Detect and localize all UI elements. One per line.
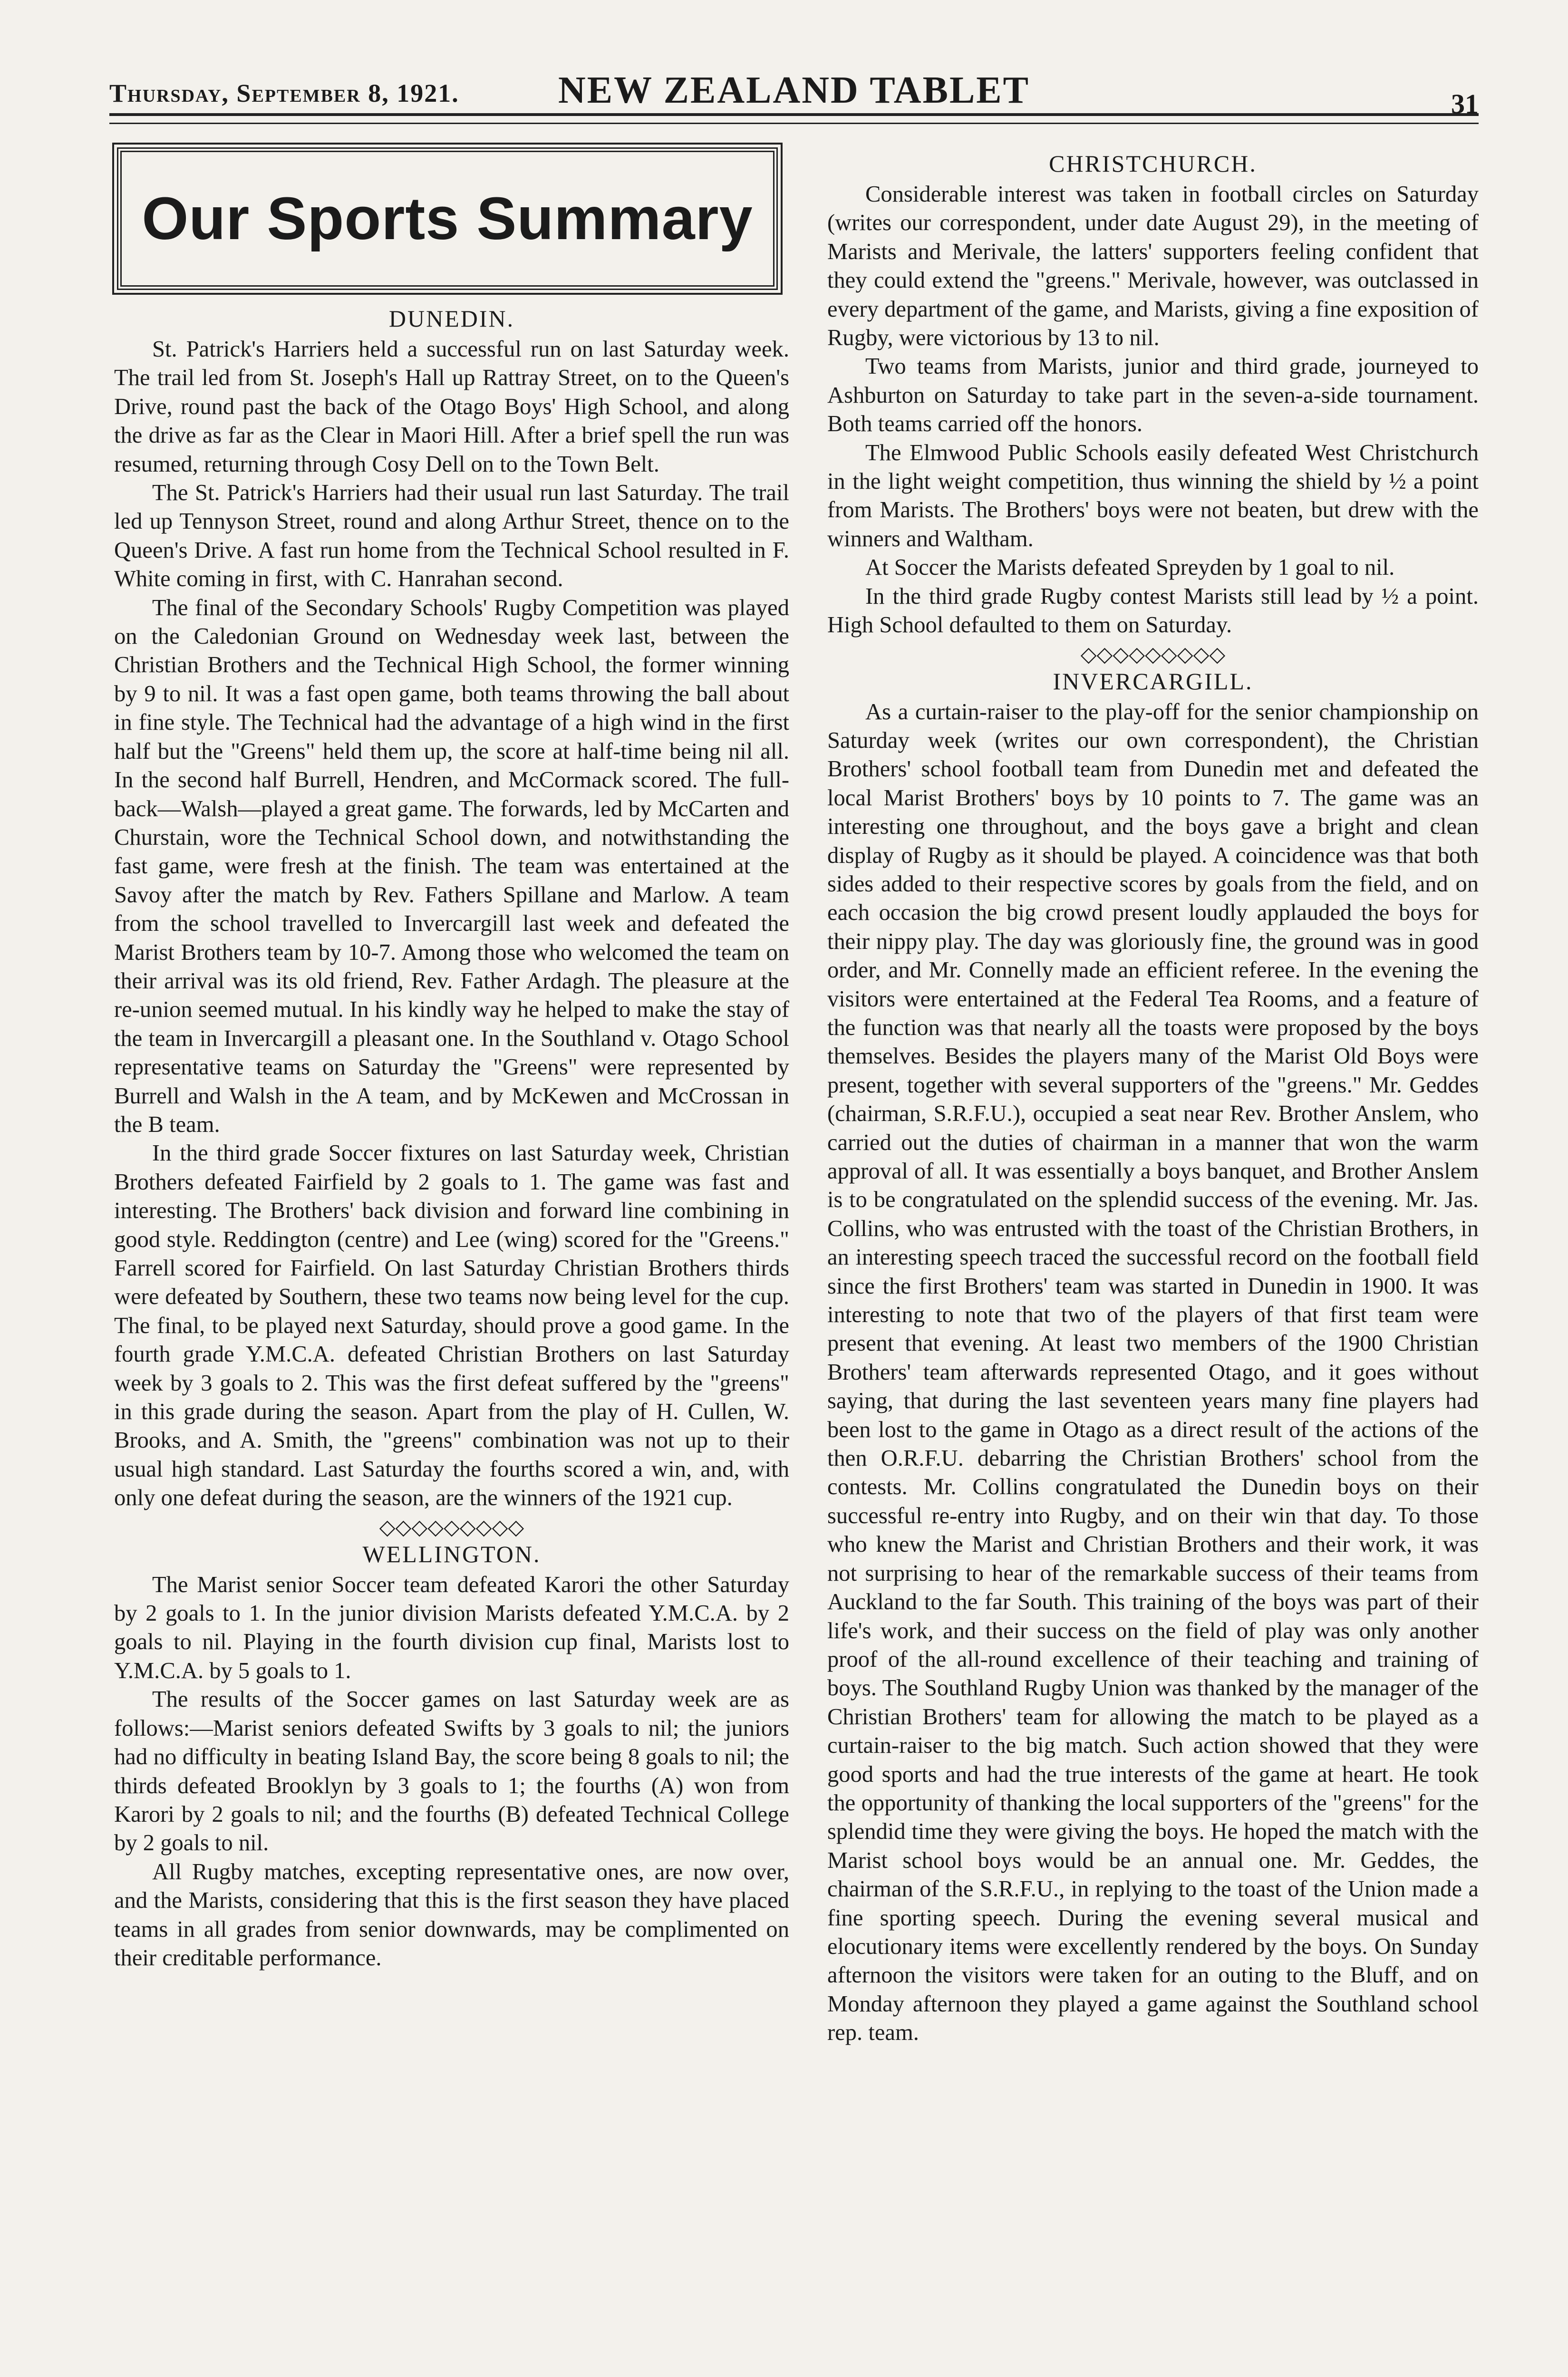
paragraph: The Marist senior Soccer team defeated Karori the other Saturday by 2 goals to 1. In the junior division Marists defeated Y.M.C.A. by 2 goals to nil. Playing in the fourth division cup final, Marists lost to Y.M.C.A. by 5 goals to 1. <box>114 1571 789 1683</box>
paragraph: In the third grade Rugby contest Marists still lead by ½ a point. High School defaulted to them on Saturday. <box>827 583 1479 638</box>
paragraph: Two teams from Marists, junior and third grade, journeyed to Ashburton on Saturday to take part in the seven-a-side tournament. Both teams carried off the honors. <box>827 353 1479 437</box>
right-column <box>827 147 1479 2047</box>
paragraph: The Elmwood Public Schools easily defeated West Christchurch in the light weight competition, thus winning the shield by ½ a point from Marists. The Brothers' boys were not beaten, but drew with the winners and Waltham. <box>827 439 1479 551</box>
issue-date: Thursday, September 8, 1921. <box>109 79 459 107</box>
paragraph: Considerable interest was taken in football circles on Saturday (writes our correspondent, under date August 29), in the meeting of Marists and Merivale, the latters' supporters feeling confident that they could extend the "greens." Merivale, however, was outclassed in every department of the game, and Marists, giving a fine exposition of Rugby, were victorious by 13 to nil. <box>827 181 1479 351</box>
section-title: Our Sports Summary <box>142 184 753 252</box>
paragraph: At Soccer the Marists defeated Spreyden by 1 goal to nil. <box>865 554 1395 580</box>
paragraph: The final of the Secondary Schools' Rugby Competition was played on the Caledonian Ground on Wednesday week last, between the Christian Brothers and the Technical High School, the former winning by 9 to nil. It was a fast open game, both teams throwing the ball about in fine style. The Technical had the advantage of a high wind in the first half but the "Greens" held them up, the score at half-time being nil all. In the second half Burrell, Hendren, and McCormack scored. The full-back—Walsh—played a great game. The forwards, led by McCarten and Churstain, wore the Technical School down, and notwithstanding the fast game, were fresh at the finish. The team was entertained at the Savoy after the match by Rev. Fathers Spillane and Marlow. A team from the school travelled to Invercargill last week and defeated the Marist Brothers team by 10-7. Among those who welcomed the team on their arrival was its old friend, Rev. Father Ardagh. The pleasure at the re-union seemed mutual. In his kindly way he helped to make the stay of the team in Invercargill a pleasant one. In the Southland v. Otago School representative teams on Saturday the "Greens" were represented by Burrell and Walsh in the A team, and by McKewen and McCrossan in the B team. <box>114 594 789 1137</box>
paragraph: As a curtain-raiser to the play-off for the senior championship on Saturday week (writes our own correspondent), the Christian Brothers' school football team from Dunedin met and defeated the local Marist Brothers' boys by 10 points to 7. The game was an interesting one throughout, and the boys gave a bright and clean display of Rugby as it should be played. A coincidence was that both sides added to their respective scores by goals from the field, and on each occasion the big crowd present loudly applauded the boys for their nippy play. The day was gloriously fine, the ground was in good order, and Mr. Connelly made an efficient referee. In the evening the visitors were entertained at the Federal Tea Rooms, and a feature of the function was that nearly all the toasts were proposed by the boys themselves. Besides the players many of the Marist Old Boys were present, together with several supporters of the "greens." Mr. Geddes (chairman, S.R.F.U.), occupied a seat near Rev. Brother Anslem, who carried out the duties of chairman in a manner that won the warm approval of all. It was essentially a boys banquet, and Brother Anslem is to be congratulated on the splendid success of the evening. Mr. Jas. Collins, who was entrusted with the toast of the Christian Brothers, in an interesting speech traced the successful record on the football field since the first Brothers' team was started in Dunedin in 1900. It was interesting to note that two of the players of that first team were present that evening. At least two members of the 1900 Christian Brothers' team afterwards represented Otago, and it goes without saying, that during the last seventeen years many fine players had been lost to the game in Otago as a direct result of the actions of the then O.R.F.U. debarring the Christian Brothers' school from the contests. Mr. Collins congratulated the Dunedin boys on their successful re-entry into Rugby, and on their win that day. To those who knew the Marist and Christian Brothers and their work, it was not surprising to hear of the remarkable success of their teams from Auckland to the far South. This training of the boys was part of their life's work, and their success on the field of play was only another proof of the all-round excellence of their teaching and training of boys. The Southland Rugby Union was thanked by the manager of the Christian Brothers' team for allowing the match to be played as a curtain-raiser to the big match. Such action showed that they were good sports and had the true interests of the game at heart. He took the opportunity of thanking the local supporters of the "greens" for the splendid time they were giving the boys. He hoped the match with the Marist school boys would be an annual one. Mr. Geddes, the chairman of the S.R.F.U., in replying to the toast of the Union made a fine sporting speech. During the evening several musical and elocutionary items were excellently rendered by the boys. On Sunday afternoon the visitors were taken for an outing to the Bluff, and on Monday afternoon they played a game against the Southland school rep. team. <box>827 698 1479 2046</box>
page-number: 31 <box>1451 88 1479 119</box>
masthead-rule <box>109 113 1479 124</box>
heading-dunedin: DUNEDIN. <box>388 305 515 332</box>
heading-wellington: WELLINGTON. <box>362 1540 541 1567</box>
section-ornament: ◇◇◇◇◇◇◇◇◇ <box>1080 642 1226 666</box>
heading-christchurch: CHRISTCHURCH. <box>1049 150 1257 177</box>
section-ornament: ◇◇◇◇◇◇◇◇◇ <box>379 1515 524 1539</box>
paragraph: The results of the Soccer games on last Saturday week are as follows:—Marist seniors defeated Swifts by 3 goals to nil; the juniors had no difficulty in beating Island Bay, the score being 8 goals to nil; the thirds defeated Brooklyn by 3 goals to 1; the fourths (A) won from Karori by 2 goals to nil; and the fourths (B) defeated Technical College by 2 goals to nil. <box>114 1686 789 1856</box>
heading-invercargill: INVERCARGILL. <box>1053 667 1253 695</box>
newspaper-title: NEW ZEALAND TABLET <box>558 69 1030 111</box>
paragraph: In the third grade Soccer fixtures on last Saturday week, Christian Brothers defeated Fairfield by 2 goals to 1. The game was fast and interesting. The Brothers' back division and forward line combining in good style. Reddington (centre) and Lee (wing) scored for the "Greens." Farrell scored for Fairfield. On last Saturday Christian Brothers thirds were defeated by Southern, these two teams now being level for the cup. The final, to be played next Saturday, should prove a good game. In the fourth grade Y.M.C.A. defeated Christian Brothers on last Saturday week by 3 goals to 2. This was the first defeat suffered by the "greens" in this grade during the season. Apart from the play of H. Cullen, W. Brooks, and A. Smith, the "greens" combination was not up to their usual high standard. Last Saturday the fourths scored a win, and, with only one defeat during the season, are the winners of the 1921 cup. <box>114 1140 789 1511</box>
section-title-box <box>117 147 778 290</box>
paragraph: All Rugby matches, excepting representative ones, are now over, and the Marists, considering that this is the first season they have placed teams in all grades from senior downwards, may be complimented on their creditable performance. <box>114 1858 789 1971</box>
left-column <box>114 147 789 1972</box>
paragraph: St. Patrick's Harriers held a successful run on last Saturday week. The trail led from St. Joseph's Hall up Rattray Street, on to the Queen's Drive, round past the back of the Otago Boys' High School, and along the drive as far as the Clear in Maori Hill. After a brief spell the run was resumed, returning through Cosy Dell on to the Town Belt. <box>114 336 789 477</box>
paragraph: The St. Patrick's Harriers had their usual run last Saturday. The trail led up Tennyson Street, round and along Arthur Street, thence on to the Queen's Drive. A fast run home from the Technical School resulted in F. White coming in first, with C. Hanrahan second. <box>114 480 789 592</box>
